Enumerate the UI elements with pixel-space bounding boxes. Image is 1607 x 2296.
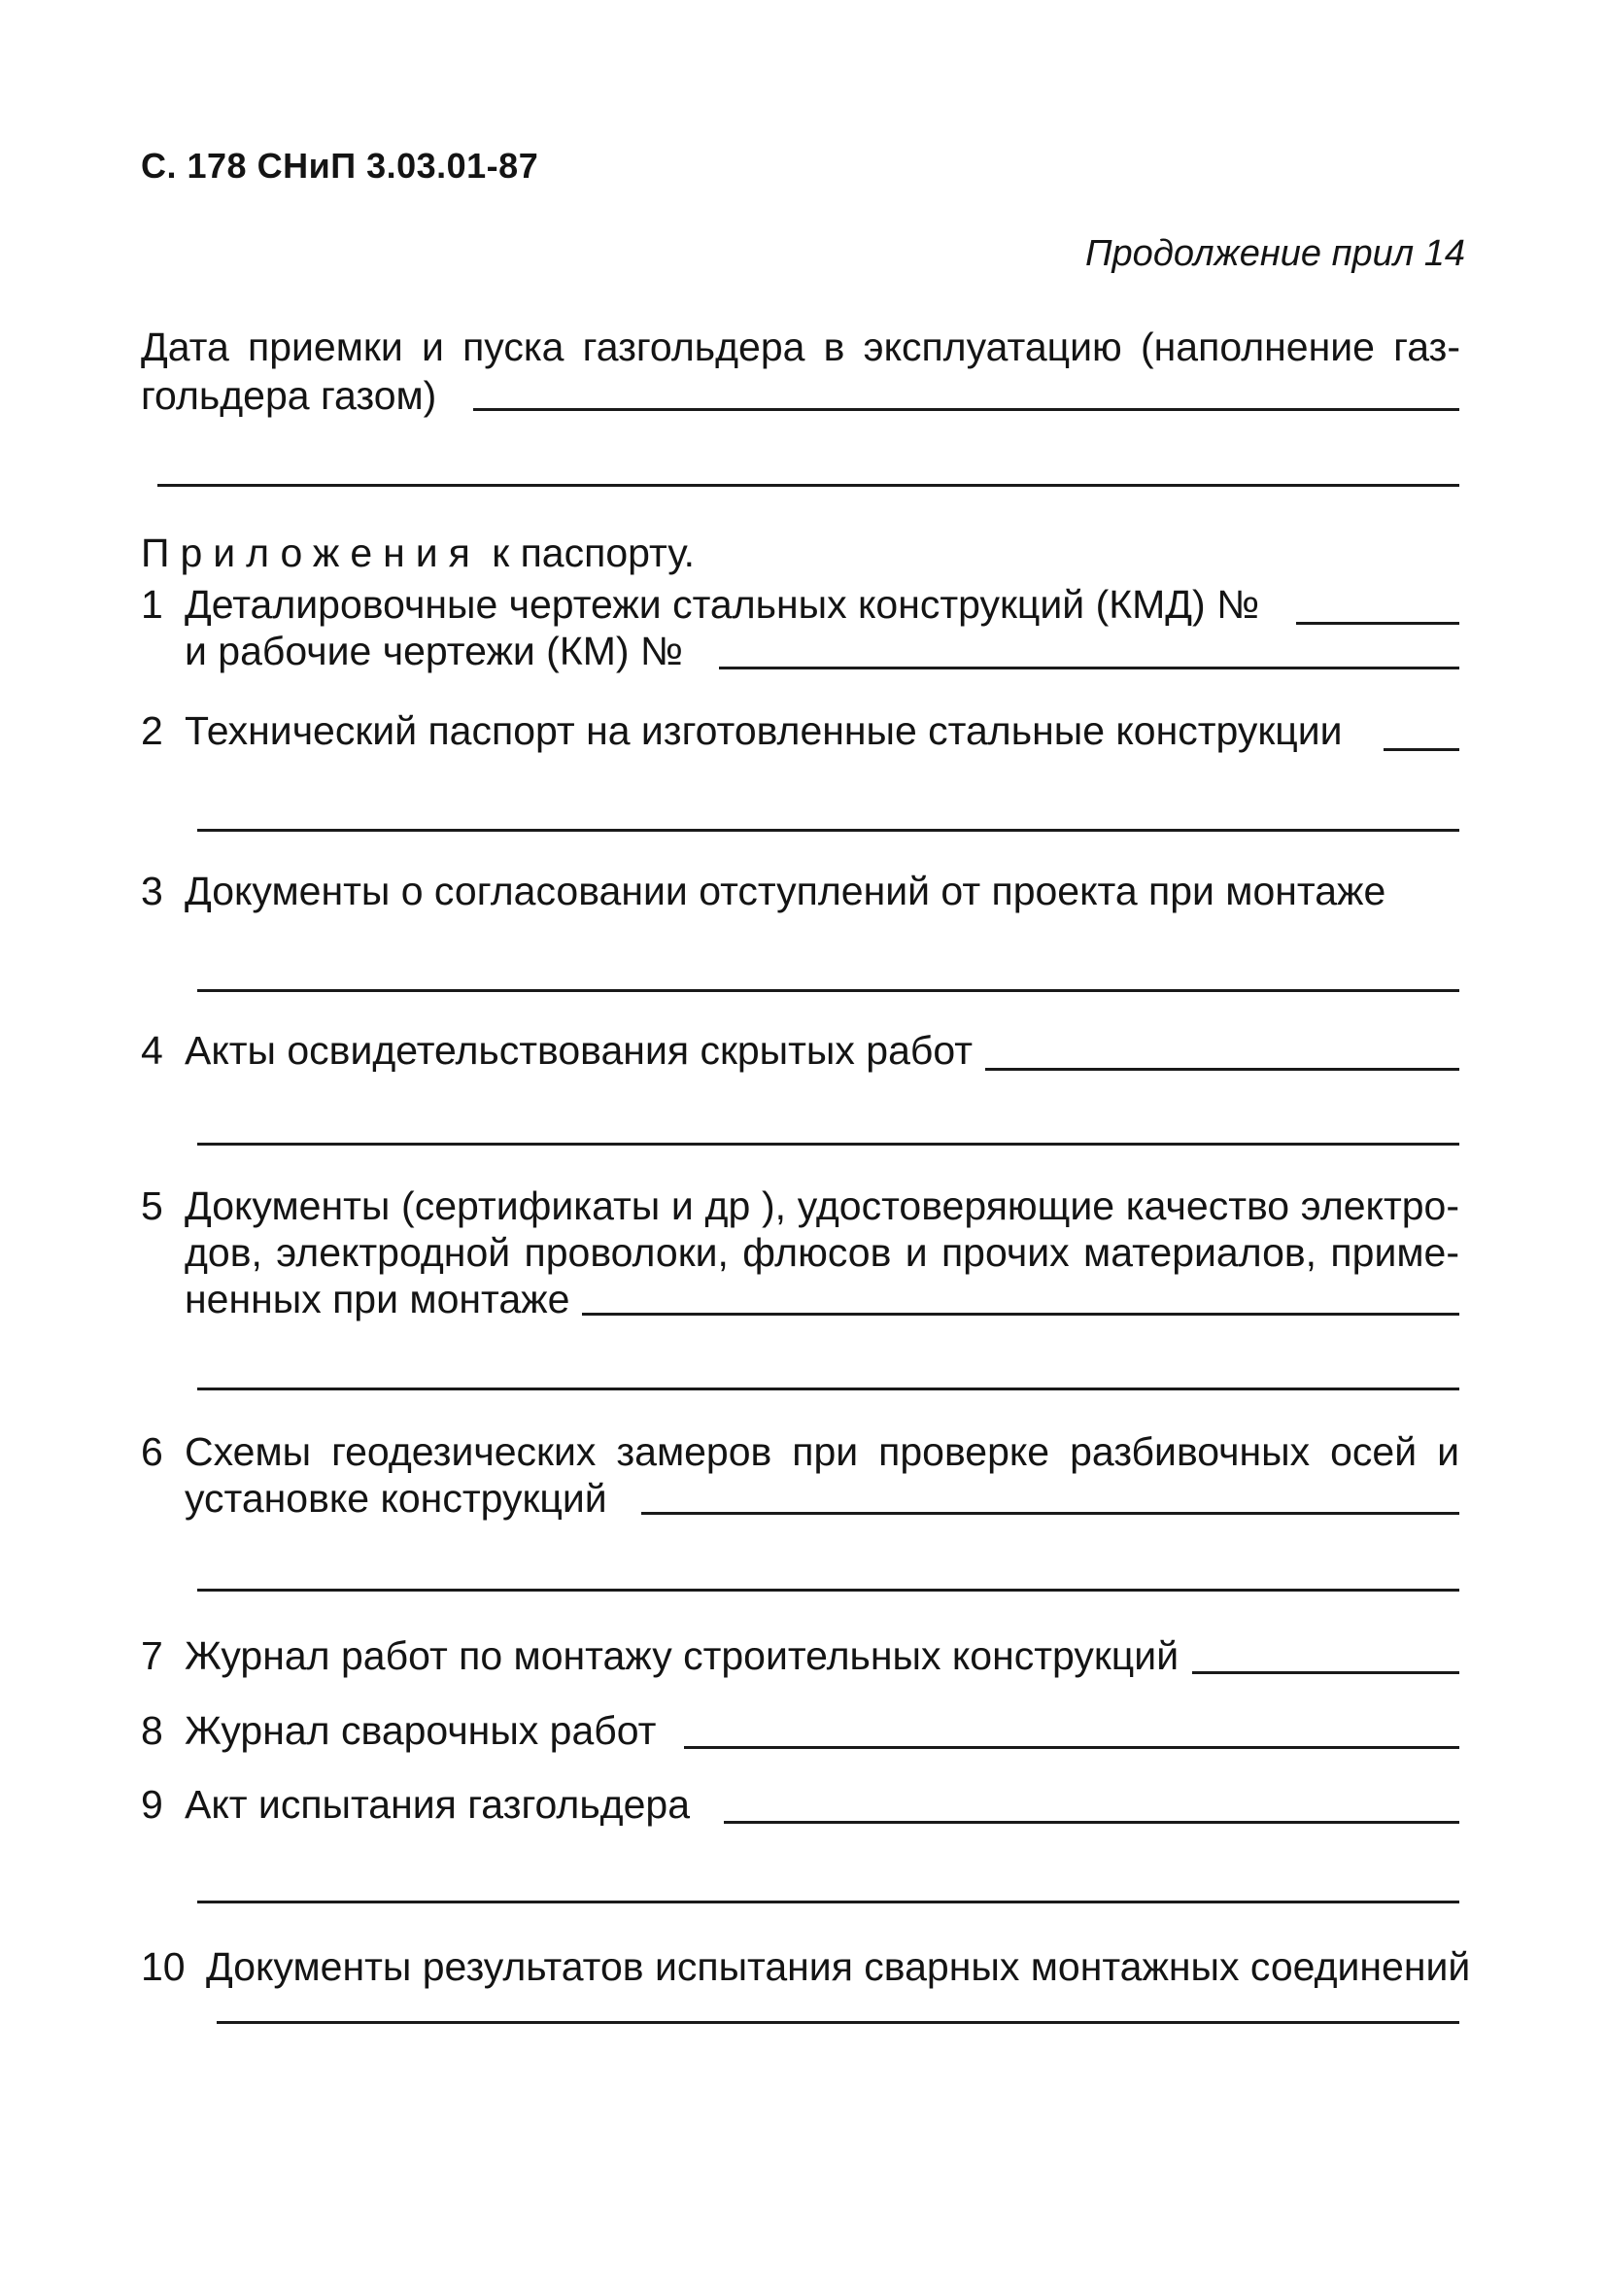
item-6-extra-line [197, 1589, 1459, 1592]
item-6-line-1: Схемы геодезических замеров при проверке разбивочных осей и [185, 1429, 1459, 1474]
item-3-fill-line [197, 989, 1459, 992]
item-5-number: 5 [141, 1183, 163, 1228]
continuation-label: Продолжение прил 14 [1085, 233, 1465, 274]
page-reference: С. 178 СНиП 3.03.01-87 [141, 146, 539, 186]
item-9-extra-line [197, 1901, 1459, 1903]
item-7-fill-line [1192, 1671, 1459, 1674]
appendices-title-spaced: Приложения [141, 531, 481, 575]
item-10-fill-line [217, 2021, 1459, 2024]
item-2-number: 2 [141, 708, 163, 753]
item-6-fill-line [641, 1512, 1459, 1515]
intro-extra-line [157, 484, 1459, 487]
item-1-km-fill-line [719, 667, 1459, 669]
item-4-extra-line [197, 1143, 1459, 1146]
item-3-number: 3 [141, 869, 163, 913]
appendices-title [141, 530, 695, 576]
item-2-line-1: Технический паспорт на изготовленные стальные конструкции [185, 708, 1343, 753]
item-5-line-1: Документы (сертификаты и др ), удостоверяющие качество электро- [185, 1183, 1459, 1228]
item-4-number: 4 [141, 1028, 163, 1073]
item-7-number: 7 [141, 1633, 163, 1678]
item-4-line-1: Акты освидетельствования скрытых работ [185, 1028, 974, 1073]
item-9-line-1: Акт испытания газгольдера [185, 1782, 691, 1827]
item-10-line-1: Документы результатов испытания сварных монтажных соединений [206, 1944, 1471, 1989]
item-2-fill-line [1384, 748, 1459, 751]
item-1-kmd-fill-line [1296, 622, 1459, 625]
item-8-line-1: Журнал сварочных работ [185, 1708, 657, 1753]
item-5-line-2: дов, электродной проволоки, флюсов и прочих материалов, приме- [185, 1230, 1459, 1275]
item-8-number: 8 [141, 1708, 163, 1753]
item-6-line-2: установке конструкций [185, 1476, 607, 1521]
item-1-number: 1 [141, 582, 163, 627]
item-6-number: 6 [141, 1429, 163, 1474]
item-1-line-2: и рабочие чертежи (КМ) № [185, 629, 683, 673]
item-8-fill-line [684, 1746, 1459, 1749]
item-2-extra-line [197, 829, 1459, 832]
intro-fill-line [473, 408, 1459, 411]
item-5-line-3: ненных при монтаже [185, 1277, 570, 1321]
item-9-number: 9 [141, 1782, 163, 1827]
item-9-fill-line [724, 1821, 1459, 1824]
item-1-line-1: Деталировочные чертежи стальных конструкций (КМД) № [185, 582, 1260, 627]
item-3-line-1: Документы о согласовании отступлений от проекта при монтаже [185, 869, 1386, 913]
appendices-title-rest: к паспорту. [492, 531, 696, 575]
item-7-line-1: Журнал работ по монтажу строительных конструкций [185, 1633, 1180, 1678]
item-5-extra-line [197, 1388, 1459, 1390]
item-4-fill-line [985, 1068, 1459, 1071]
item-10-number: 10 [141, 1944, 186, 1989]
intro-line-1: Дата приемки и пуска газгольдера в эксплуатацию (наполнение газ- [141, 325, 1460, 369]
item-5-fill-line [582, 1313, 1459, 1316]
intro-line-2: гольдера газом) [141, 373, 437, 418]
